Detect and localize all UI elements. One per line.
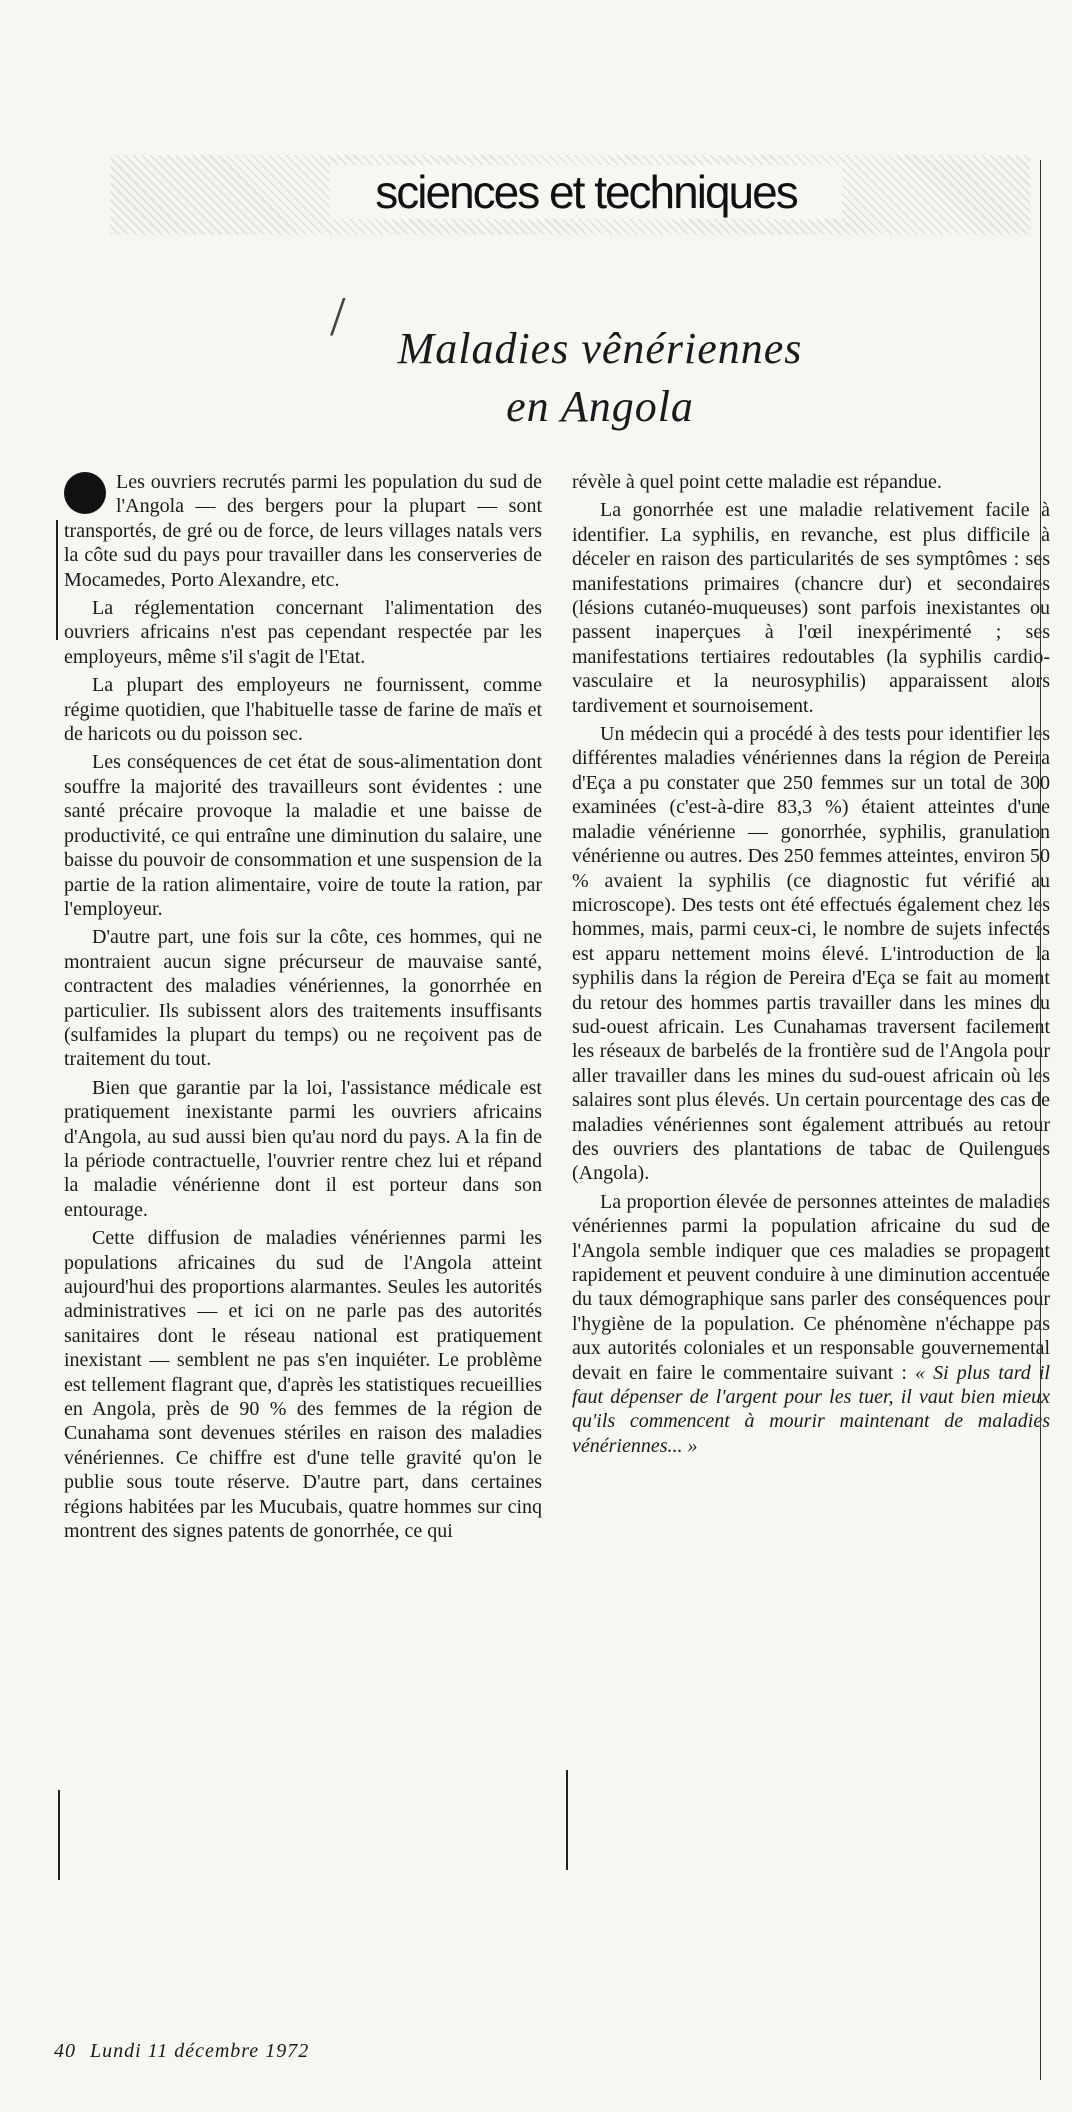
paragraph: Cette diffusion de maladies vénériennes parmi les populations africaines du sud de l'Angola atteint aujourd'hui des proportions alarmantes. Seules les autorités administratives — et ici on ne parle pas des autorités sanitaires dont le réseau national est pratiquement inexistant — semblent ne pas s'en inquiéter. Le problème est tellement flagrant que, d'après les statistiques recueillies en Angola, près de 90 % des femmes de la région de Cunahama sont devenues stériles en raison des maladies vénériennes. Ce chiffre est d'une telle gravité qu'on le publie sous toute réserve. D'autre part, dans certaines régions habitées par les Mucubais, quatre hommes sur cinq montrent des signes patents de gonorrhée, ce qui (64, 1227, 542, 1543)
paragraph: La proportion élevée de personnes atteintes de maladies vénériennes parmi la population africaine du sud de l'Angola semble indiquer que ces maladies se propagent rapidement et peuvent conduire à une diminution accentuée du taux démographique sans parler des conséquences pour l'hygiène de la population. Ce phénomène n'échappe pas aux autorités coloniales et un responsable gouvernemental devait en faire le commentaire suivant : « Si plus tard il faut dépenser de l'argent pour les tuer, il vaut bien mieux qu'ils commencent à mourir maintenant de maladies vénériennes... » (572, 1190, 1050, 1457)
paragraph: Un médecin qui a procédé à des tests pour identifier les différentes maladies vénériennes dans la région de Pereira d'Eça a pu constater que 250 femmes sur un total de 300 examinées (c'est-à-dire 83,3 %) étaient atteintes d'une maladie vénérienne — gonorrhée, syphilis, granulation vénérienne ou autres. Des 250 femmes atteintes, environ 50 % avaient la syphilis (ce diagnostic fut vérifié au microscope). Des tests ont été effectués également chez les hommes, mais, parmi ceux-ci, le nombre de sujets infectés est apparu nettement moins élevé. L'introduction de la syphilis dans la région de Pereira d'Eça se fait au moment du retour des hommes partis travailler dans les mines du sud-ouest africain. Les Cunahamas traversent facilement les réseaux de barbelés de la frontière sud de l'Angola pour aller travailler dans les mines du sud-ouest africain où les salaires sont plus élevés. Un certain pourcentage des cas de maladies vénériennes sont également attribués au retour des ouvriers des plantations de tabac de Quilengues (Angola). (572, 723, 1050, 1185)
closing-quote: « Si plus tard il faut dépenser de l'argent pour les tuer, il vaut bien mieux qu'ils commencent à mourir maintenant de maladies vénériennes... » (572, 1361, 1050, 1457)
paragraph: La réglementation concernant l'alimentation des ouvriers africains n'est pas cependant respectée par les employeurs, même s'il s'agit de l'Etat. (64, 597, 542, 668)
margin-bracket (58, 1790, 60, 1880)
handwritten-slash-mark: / (330, 286, 346, 348)
section-rubric: sciences et techniques (330, 165, 842, 219)
paragraph: La gonorrhée est une maladie relativement facile à identifier. La syphilis, en revanche, est plus difficile à déceler en raison des particularités de ses symptômes : ses manifestations primaires (chancre dur) et secondaires (lésions cutanéo-muqueuses) sont parfois inexistantes ou passent inaperçues à l'œil inexpérimenté ; ses manifestations tertiaires redoutables (la syphilis cardio-vasculaire et la neurosyphilis) apparaissent alors tardivement et sournoisement. (572, 499, 1050, 717)
title-line-1: Maladies vênériennes (397, 324, 803, 373)
paragraph: D'autre part, une fois sur la côte, ces hommes, qui ne montraient aucun signe précurseur de mauvaise santé, contractent des maladies vénériennes, la gonorrhée en particulier. Ils subissent alors des traitements insuffisants (sulfamides la plupart du temps) ou ne reçoivent pas de traitement du tout. (64, 926, 542, 1071)
page-footer (54, 2040, 309, 2063)
bullet-dot-icon (64, 472, 106, 514)
paragraph: La plupart des employeurs ne fournissent, comme régime quotidien, que l'habituelle tasse de farine de maïs et de haricots ou du poisson sec. (64, 674, 542, 746)
paragraph: révèle à quel point cette maladie est répandue. (572, 471, 942, 493)
article-title (300, 320, 900, 436)
margin-bracket (56, 520, 58, 640)
page-number: 40 (54, 2040, 76, 2062)
right-column (572, 470, 1050, 1462)
margin-rule (1040, 160, 1041, 2080)
paragraph: Les ouvriers recrutés parmi les population du sud de l'Angola — des bergers pour la plupart — sont transportés, de gré ou de force, de leurs villages natals vers la côte sud du pays pour travailler dans les conserveries de Mocamedes, Porto Alexandre, etc. (64, 471, 542, 591)
left-column (64, 470, 542, 1547)
paragraph: Bien que garantie par la loi, l'assistance médicale est pratiquement inexistante parmi les ouvriers africains d'Angola, au sud aussi bien qu'au nord du pays. A la fin de la période contractuelle, l'ouvrier rentre chez lui et répand la maladie vénérienne dont il est porteur dans son entourage. (64, 1076, 542, 1221)
paragraph: Les conséquences de cet état de sous-alimentation dont souffre la majorité des travailleurs sont évidentes : une santé précaire provoque la maladie et une baisse de productivité, ce qui entraîne une diminution du salaire, une baisse du pouvoir de consommation et une suspension de la partie de la ration alimentaire, voire de toute la ration, par l'employeur. (64, 751, 542, 920)
title-line-2: en Angola (506, 382, 694, 431)
issue-date: Lundi 11 décembre 1972 (90, 2040, 310, 2062)
margin-bracket (566, 1770, 568, 1870)
